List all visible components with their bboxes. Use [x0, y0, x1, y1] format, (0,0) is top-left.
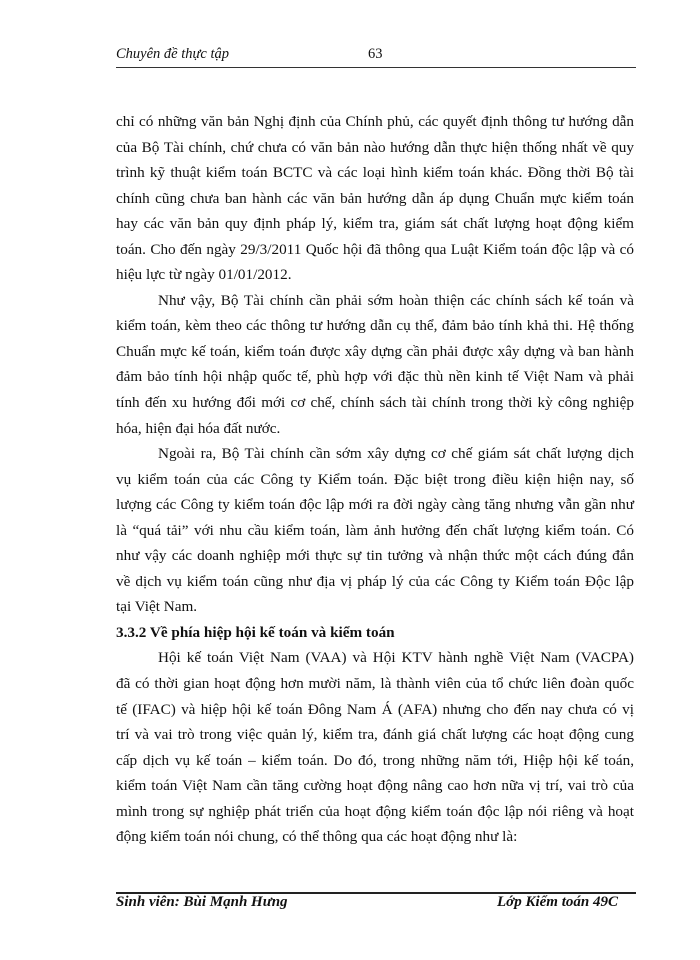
paragraph — [116, 109, 634, 288]
document-body — [116, 109, 634, 850]
header-title: Chuyên đề thực tập — [116, 46, 230, 62]
text-line: chính cũng chưa ban hành các văn bản hướng dẫn áp dụng Chuẩn mực kiểm toán — [116, 189, 634, 207]
paragraph — [116, 441, 634, 620]
text-line: về dịch vụ kiểm toán cũng như địa vị pháp lý của các Công ty Kiểm toán Độc lập — [116, 572, 634, 590]
text-line: toán. Cho đến ngày 29/3/2011 Quốc hội đã thông qua Luật Kiểm toán độc lập và có — [116, 240, 634, 258]
footer-class: Lớp Kiểm toán 49C — [497, 894, 618, 910]
text-line: tại Việt Nam. — [116, 598, 198, 616]
header-rule — [116, 67, 636, 68]
text-line: như vậy các doanh nghiệp mới thực sự tin tưởng và nhận thức một cách đúng đắn — [116, 547, 634, 565]
text-line: trí và vai trò trong việc quản lý, kiểm tra, đánh giá chất lượng các hoạt động cung — [116, 726, 634, 744]
text-line: Ngoài ra, Bộ Tài chính cần sớm xây dựng cơ chế giám sát chất lượng dịch — [158, 445, 634, 463]
text-line: vụ kiểm toán của các Công ty Kiểm toán. Đặc biệt trong điều kiện hiện nay, số — [116, 470, 634, 488]
text-line: mình trong sự nghiệp phát triển của hoạt động kiểm toán độc lập nói riêng và hoạt — [116, 802, 634, 820]
text-line: Hội kế toán Việt Nam (VAA) và Hội KTV hành nghề Việt Nam (VACPA) — [158, 649, 634, 667]
text-line: hóa, hiện đại hóa đất nước. — [116, 419, 281, 437]
text-line: đảm bảo tính hội nhập quốc tế, phù hợp với đặc thù nền kinh tế Việt Nam và phải — [116, 368, 634, 386]
page-header — [116, 46, 636, 66]
page-number: 63 — [368, 46, 383, 62]
text-line: động kiểm toán nói chung, có thể thông qua các hoạt động như là: — [116, 828, 518, 846]
text-line: Như vậy, Bộ Tài chính cần phải sớm hoàn thiện các chính sách kế toán và — [158, 291, 634, 309]
paragraph — [116, 288, 634, 441]
text-line: Chuẩn mực kế toán, kiểm toán được xây dựng cần phải được xây dựng và ban hành — [116, 342, 634, 360]
page-footer — [116, 893, 636, 913]
text-line: là “quá tải” với nhu cầu kiểm toán, làm ảnh hưởng đến chất lượng kiểm toán. Có — [116, 521, 634, 539]
text-line: hiệu lực từ ngày 01/01/2012. — [116, 266, 292, 284]
text-line: kiểm toán Việt Nam cần tăng cường hoạt động nâng cao hơn nữa vị trí, vai trò của — [116, 777, 634, 795]
footer-student: Sinh viên: Bùi Mạnh Hưng — [116, 894, 288, 910]
text-line: đã có thời gian hoạt động hơn mười năm, là thành viên của tổ chức liên đoàn quốc — [116, 675, 634, 693]
text-line: cấp dịch vụ kế toán – kiểm toán. Do đó, trong những năm tới, Hiệp hội kế toán, — [116, 751, 634, 769]
paragraph — [116, 645, 634, 849]
text-line: tính đến xu hướng đổi mới cơ chế, chính sách tài chính trong thời kỳ công nghiệp — [116, 394, 634, 412]
text-line: lượng các Công ty kiểm toán độc lập mới ra đời ngày càng tăng nhưng vẫn gần như — [116, 496, 634, 514]
text-line: chỉ có những văn bản Nghị định của Chính phủ, các quyết định thông tư hướng dẫn — [116, 113, 634, 130]
section-heading: 3.3.2 Về phía hiệp hội kế toán và kiểm toán — [116, 623, 395, 641]
text-line: tế (IFAC) và hiệp hội kế toán Đông Nam Á (AFA) nhưng cho đến nay chưa có vị — [116, 700, 634, 718]
text-line: hay các văn bản quy định pháp lý, kiểm tra, giám sát chất lượng hoạt động kiểm — [116, 215, 634, 233]
text-line: trình kỹ thuật kiểm toán BCTC và các loại hình kiểm toán khác. Đồng thời Bộ tài — [116, 164, 634, 182]
text-line: của Bộ Tài chính, chứ chưa có văn bản nào hướng dẫn thực hiện thống nhất về quy — [116, 138, 634, 156]
text-line: kiểm toán, kèm theo các thông tư hướng dẫn cụ thể, đảm bảo tính khả thi. Hệ thống — [116, 317, 634, 335]
